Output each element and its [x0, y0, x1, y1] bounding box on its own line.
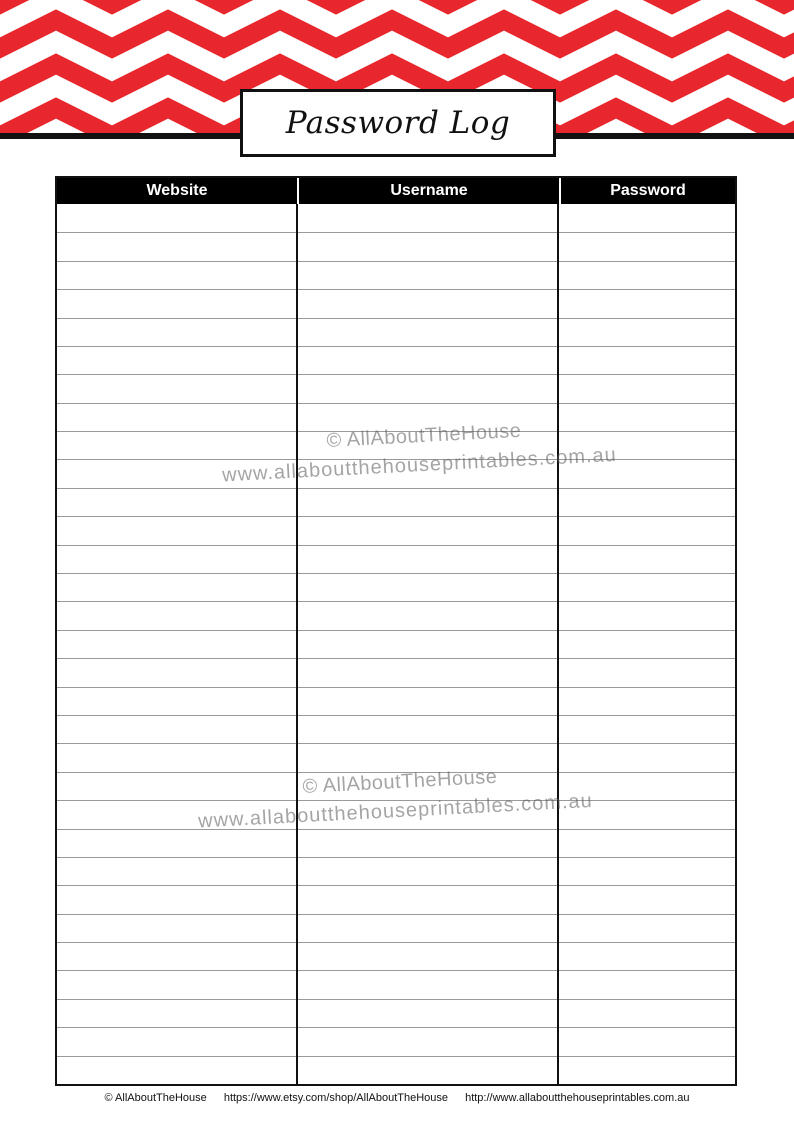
footer-etsy-link[interactable]: https://www.etsy.com/shop/AllAboutTheHouse	[223, 1092, 449, 1104]
table-row-line	[57, 687, 735, 688]
column-header-password: Password	[559, 178, 735, 204]
table-row-line	[57, 658, 735, 659]
footer	[0, 1092, 794, 1104]
watermark-url: www.allaboutthehouseprintables.com.au	[197, 789, 594, 833]
table-row-line	[57, 573, 735, 574]
footer-copyright: © AllAboutTheHouse	[104, 1092, 207, 1104]
table-row-line	[57, 857, 735, 858]
table-row-line	[57, 318, 735, 319]
title-box	[240, 89, 556, 157]
table-row-line	[57, 630, 735, 631]
page-title: Password Log	[285, 105, 511, 141]
table-row-line	[57, 942, 735, 943]
table-row-line	[57, 516, 735, 517]
table-row-line	[57, 800, 735, 801]
table-row-line	[57, 914, 735, 915]
table-row-line	[57, 459, 735, 460]
watermark-copyright: © AllAboutTheHouse	[326, 419, 522, 452]
table-row-line	[57, 772, 735, 773]
table-row-line	[57, 374, 735, 375]
table-row-line	[57, 885, 735, 886]
column-header-website: Website	[146, 182, 208, 199]
table-row-line	[57, 1027, 735, 1028]
column-header-username: Username	[297, 178, 559, 204]
table-row-line	[57, 601, 735, 602]
table-row-line	[57, 431, 735, 432]
table-row-line	[57, 1056, 735, 1057]
table-row-line	[57, 232, 735, 233]
table-row-line	[57, 261, 735, 262]
table-row-line	[57, 970, 735, 971]
table-row-line	[57, 829, 735, 830]
table-row-line	[57, 488, 735, 489]
table-row-line	[57, 715, 735, 716]
watermark-copyright: © AllAboutTheHouse	[302, 765, 498, 798]
table-row-line	[57, 403, 735, 404]
password-log-table	[55, 176, 737, 1086]
table-row-line	[57, 999, 735, 1000]
footer-site-link[interactable]: http://www.allaboutthehouseprintables.com.au	[465, 1092, 690, 1104]
column-divider	[557, 204, 559, 1084]
table-row-line	[57, 545, 735, 546]
table-row-line	[57, 743, 735, 744]
table-row-line	[57, 346, 735, 347]
watermark-url: www.allaboutthehouseprintables.com.au	[221, 443, 618, 487]
column-divider	[296, 204, 298, 1084]
table-body	[57, 204, 735, 1084]
table-row-line	[57, 289, 735, 290]
table-header	[57, 178, 735, 204]
